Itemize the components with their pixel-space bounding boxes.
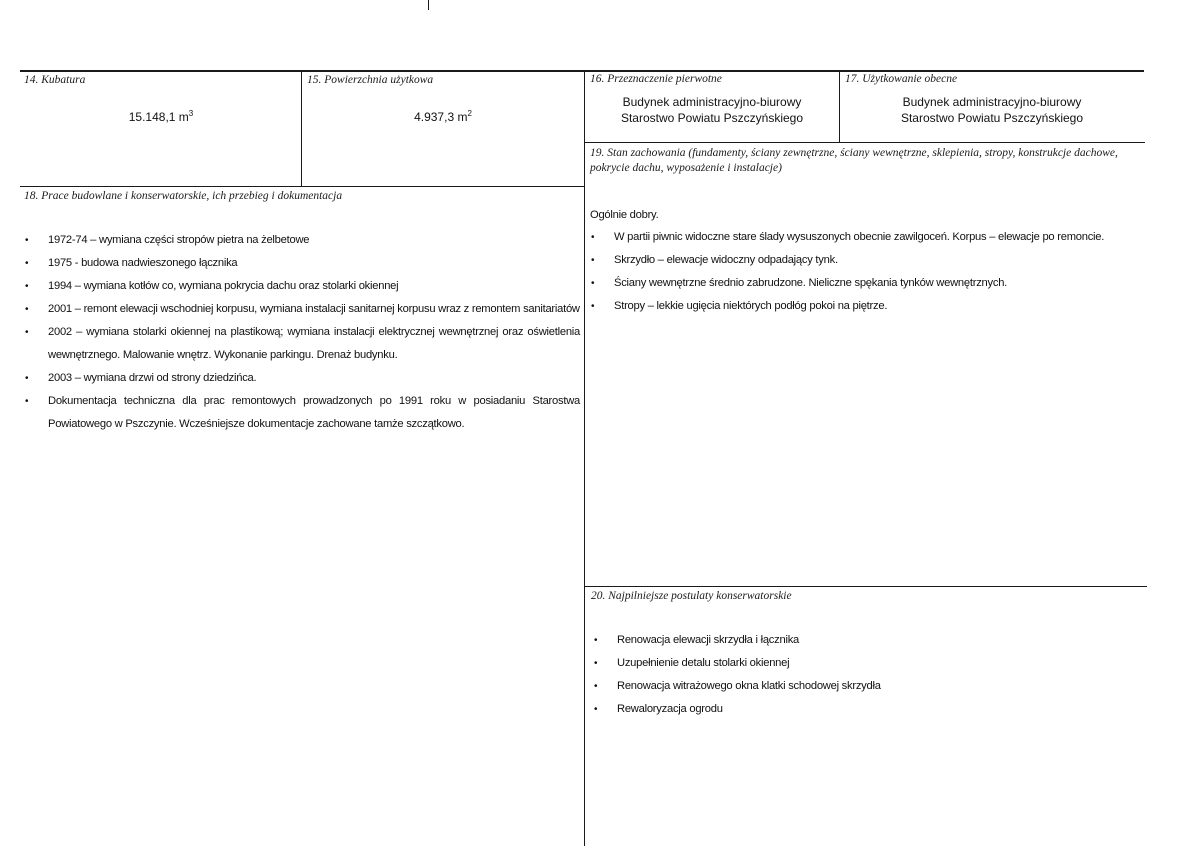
divider-14-15 xyxy=(301,71,302,187)
original-purpose-value xyxy=(586,94,838,126)
divider-row-19-20 xyxy=(585,586,1147,587)
usable-area-value xyxy=(305,106,581,125)
list-item: • Renowacja witrażowego okna klatki schodowej skrzydła xyxy=(591,675,1143,698)
section-18-label: 18. Prace budowlane i konserwatorskie, ich przebieg i dokumentacja xyxy=(24,190,343,202)
section-14-label: 14. Kubatura xyxy=(24,74,86,86)
usable-area-number: 4.937,3 m xyxy=(414,110,468,124)
divider-row-16-19 xyxy=(585,142,1145,143)
current-use-line2: Starostwo Powiatu Pszczyńskiego xyxy=(900,111,1084,125)
section-19-label: 19. Stan zachowania (fundamenty, ściany zewnętrzne, ściany wewnętrzne, sklepienia, stropy, konstrukcje dachowe, pokrycie dachu, wyposażenie i instalacje) xyxy=(590,147,1118,174)
original-purpose-line2: Starostwo Powiatu Pszczyńskiego xyxy=(620,111,804,125)
list-item: • 1972-74 – wymiana części stropów pietra na żelbetowe xyxy=(22,229,580,252)
list-item: • Ściany wewnętrzne średnio zabrudzone. Nieliczne spękania tynków wewnętrznych. xyxy=(588,272,1144,295)
cubature-unit-superscript: 3 xyxy=(188,109,194,118)
cubature-number: 15.148,1 m xyxy=(128,110,189,124)
current-use-value xyxy=(842,94,1142,126)
list-item: • W partii piwnic widoczne stare ślady wysuszonych obecnie zawilgoceń. Korpus – elewacje po remoncie. xyxy=(588,226,1144,249)
list-item: • Skrzydło – elewacje widoczny odpadający tynk. xyxy=(588,249,1144,272)
divider-main xyxy=(584,71,585,846)
current-use-line1: Budynek administracyjno-biurowy xyxy=(902,95,1082,109)
list-item: • Renowacja elewacji skrzydła i łącznika xyxy=(591,629,1143,652)
condition-list xyxy=(588,226,1144,318)
section-17-label: 17. Użytkowanie obecne xyxy=(845,73,958,85)
divider-16-17 xyxy=(839,71,840,143)
list-item: • 2002 – wymiana stolarki okiennej na plastikową; wymiana instalacji elektrycznej wewnętrznej oraz oświetlenia wewnętrznego. Malowanie wnętrz. Wykonanie parkingu. Drenaż budynku. xyxy=(22,321,580,367)
original-purpose-line1: Budynek administracyjno-biurowy xyxy=(622,95,802,109)
works-list xyxy=(22,229,580,436)
table-top-border xyxy=(20,70,1144,72)
list-item: • Uzupełnienie detalu stolarki okiennej xyxy=(591,652,1143,675)
top-tick-mark xyxy=(428,0,429,10)
section-16-label: 16. Przeznaczenie pierwotne xyxy=(590,73,722,85)
list-item: • Stropy – lekkie ugięcia niektórych podłóg pokoi na piętrze. xyxy=(588,295,1144,318)
list-item: • 2003 – wymiana drzwi od strony dziedzińca. xyxy=(22,367,580,390)
section-20-label: 20. Najpilniejsze postulaty konserwatorskie xyxy=(591,590,792,602)
list-item: • 1975 - budowa nadwieszonego łącznika xyxy=(22,252,580,275)
list-item: • Dokumentacja techniczna dla prac remontowych prowadzonych po 1991 roku w posiadaniu Starostwa Powiatowego w Pszczynie. Wcześniejsze dokumentacje zachowane tamże szczątkowo. xyxy=(22,390,580,436)
cubature-value xyxy=(24,106,298,125)
list-item: • Rewaloryzacja ogrodu xyxy=(591,698,1143,721)
conservation-postulates-list xyxy=(591,629,1143,721)
usable-area-unit-superscript: 2 xyxy=(467,109,472,118)
divider-row-14-18 xyxy=(20,186,585,187)
condition-summary: Ogólnie dobry. xyxy=(590,209,659,221)
list-item: • 2001 – remont elewacji wschodniej korpusu, wymiana instalacji sanitarnej korpusu wraz z remontem sanitariatów xyxy=(22,298,580,321)
section-15-label: 15. Powierzchnia użytkowa xyxy=(307,74,434,86)
list-item: • 1994 – wymiana kotłów co, wymiana pokrycia dachu oraz stolarki okiennej xyxy=(22,275,580,298)
